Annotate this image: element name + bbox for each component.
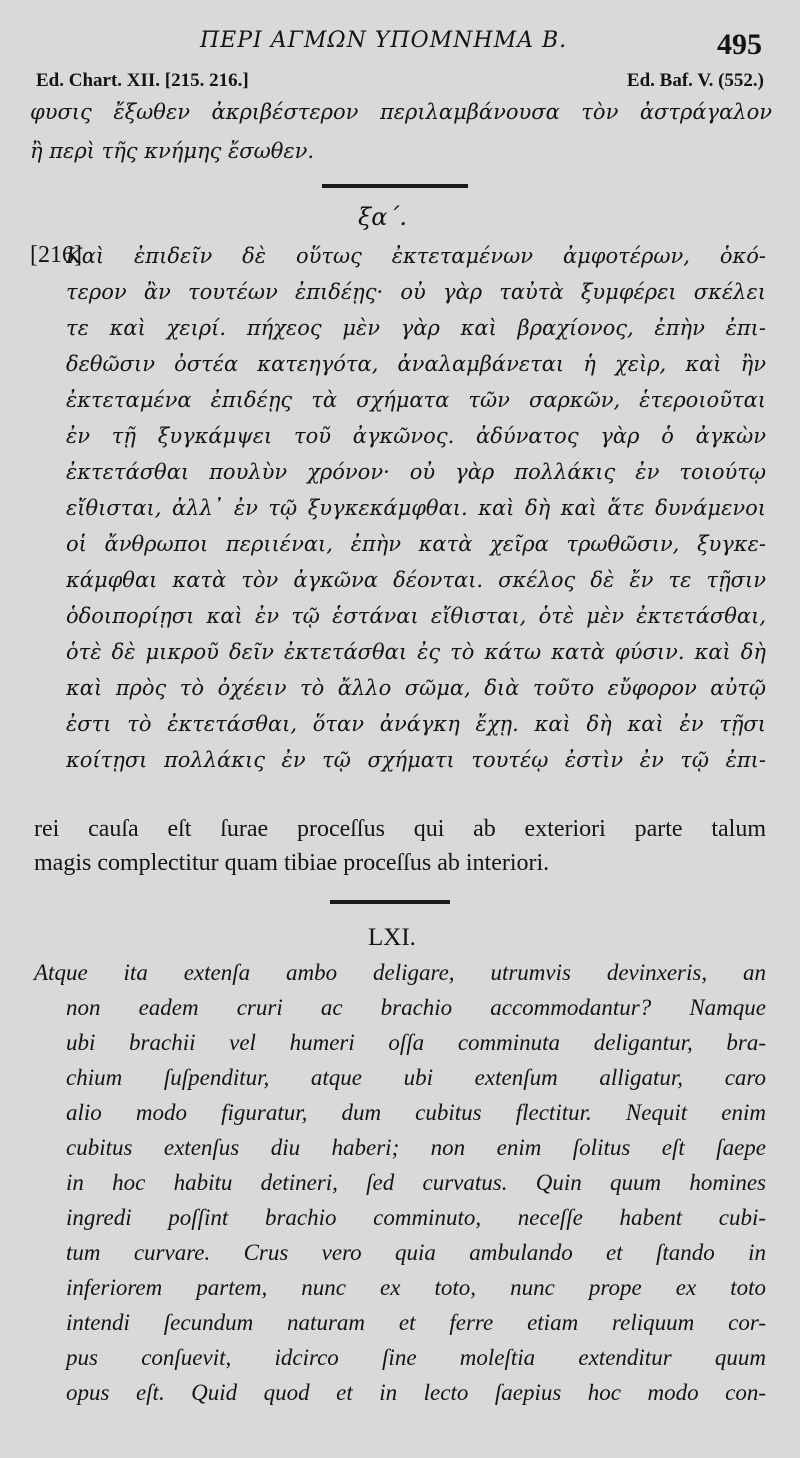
greek-text-line: οἱ ἄνθρωποι περιιέναι, ἐπὴν κατὰ χεῖρα τρωθῶσιν, ξυγκε- bbox=[66, 532, 766, 556]
greek-text-line: καὶ πρὸς τὸ ὀχέειν τὸ ἄλλο σῶμα, διὰ τοῦτο εὔφορον αὐτῷ bbox=[66, 676, 766, 700]
latin-text-line: alio modo figuratur, dum cubitus flectitur. Nequit enim bbox=[66, 1100, 766, 1125]
latin-section-number: LXI. bbox=[368, 924, 416, 951]
greek-text-line: ἐκτεταμένα ἐπιδέῃς τὰ σχήματα τῶν σαρκῶν, ἑτεροιοῦται bbox=[66, 388, 766, 412]
latin-text-line: non eadem cruri ac brachio accommodantur? Namque bbox=[66, 995, 766, 1020]
latin-text-line: ubi brachii vel humeri oſſa comminuta deligantur, bra- bbox=[66, 1030, 766, 1055]
page-marker: [216] bbox=[30, 242, 82, 268]
greek-text-line: κοίτῃσι πολλάκις ἐν τῷ σχήματι τουτέῳ ἐστὶν ἐν τῷ ἐπι- bbox=[66, 748, 766, 772]
greek-text-line: φυσις ἔξωθεν ἀκριβέστερον περιλαμβάνουσα τὸν ἀστράγαλον bbox=[30, 100, 772, 124]
section-divider bbox=[330, 900, 450, 904]
latin-text-line: pus conſuevit, idcirco ſine moleſtia extenditur quum bbox=[66, 1345, 766, 1370]
greek-text-line: εἴθισται, ἀλλ᾽ ἐν τῷ ξυγκεκάμφθαι. καὶ δὴ καὶ ἅτε δυνάμενοι bbox=[66, 496, 766, 520]
greek-text-line: τε καὶ χειρί. πήχεος μὲν γὰρ καὶ βραχίονος, ἐπὴν ἐπι- bbox=[66, 316, 766, 340]
page-number: 495 bbox=[717, 28, 762, 61]
greek-text-line: ἐστι τὸ ἐκτετάσθαι, ὅταν ἀνάγκη ἔχῃ. καὶ δὴ καὶ ἐν τῇσι bbox=[66, 712, 766, 736]
greek-text-line: ὁδοιπορίῃσι καὶ ἐν τῷ ἑστάναι εἴθισται, ὁτὲ μὲν ἐκτετάσθαι, bbox=[66, 604, 766, 628]
greek-text-line: ἐν τῇ ξυγκάμψει τοῦ ἀγκῶνος. ἀδύνατος γὰρ ὁ ἀγκὼν bbox=[66, 424, 766, 448]
latin-text-line: chium ſuſpenditur, atque ubi extenſum alligatur, caro bbox=[66, 1065, 766, 1090]
greek-text-line: δεθῶσιν ὀστέα κατεηγότα, ἀναλαμβάνεται ἡ χεὶρ, καὶ ἢν bbox=[66, 352, 766, 376]
latin-text-line: rei cauſa eſt ſurae proceſſus qui ab exteriori parte talum bbox=[34, 816, 766, 842]
greek-text-line: ἐκτετάσθαι πουλὺν χρόνον· οὐ γὰρ πολλάκις ἐν τοιούτῳ bbox=[66, 460, 766, 484]
running-title: ΠΕΡΙ ΑΓΜΩΝ ΥΠΟΜΝΗΜΑ Β. bbox=[200, 28, 568, 53]
latin-text-line: intendi ſecundum naturam et ferre etiam reliquum cor- bbox=[66, 1310, 766, 1335]
greek-text-line: τερον ἂν τουτέων ἐπιδέῃς· οὐ γὰρ ταὐτὰ ξυμφέρει σκέλει bbox=[66, 280, 766, 304]
latin-text-line: ingredi poſſint brachio comminuto, neceſſe habent cubi- bbox=[66, 1205, 766, 1230]
edition-reference-chartier: Ed. Chart. XII. [215. 216.] bbox=[36, 70, 249, 91]
latin-text-line: cubitus extenſus diu haberi; non enim ſolitus eſt ſaepe bbox=[66, 1135, 766, 1160]
section-divider bbox=[322, 184, 468, 188]
greek-text-line: κάμφθαι κατὰ τὸν ἀγκῶνα δέονται. σκέλος δὲ ἔν τε τῇσιν bbox=[66, 568, 766, 592]
edition-reference-basel: Ed. Baf. V. (552.) bbox=[626, 70, 764, 91]
latin-text-line: in hoc habitu detineri, ſed curvatus. Quin quum homines bbox=[66, 1170, 766, 1195]
greek-text-line: ἢ περὶ τῆς κνήμης ἔσωθεν. bbox=[30, 139, 315, 163]
latin-text-line: magis complectitur quam tibiae proceſſus ab interiori. bbox=[34, 850, 550, 876]
latin-text-line: tum curvare. Crus vero quia ambulando et ſtando in bbox=[66, 1240, 766, 1265]
greek-section-number: ξα΄. bbox=[358, 203, 408, 231]
greek-text-line: ὁτὲ δὲ μικροῦ δεῖν ἐκτετάσθαι ἐς τὸ κάτω κατὰ φύσιν. καὶ δὴ bbox=[66, 640, 766, 664]
greek-text-line: Καὶ ἐπιδεῖν δὲ οὕτως ἐκτεταμένων ἀμφοτέρων, ὁκό- bbox=[66, 244, 766, 268]
latin-text-line: Atque ita extenſa ambo deligare, utrumvis devinxeris, an bbox=[34, 960, 766, 985]
latin-text-line: inferiorem partem, nunc ex toto, nunc prope ex toto bbox=[66, 1275, 766, 1300]
latin-text-line: opus eſt. Quid quod et in lecto ſaepius hoc modo con- bbox=[66, 1380, 766, 1405]
